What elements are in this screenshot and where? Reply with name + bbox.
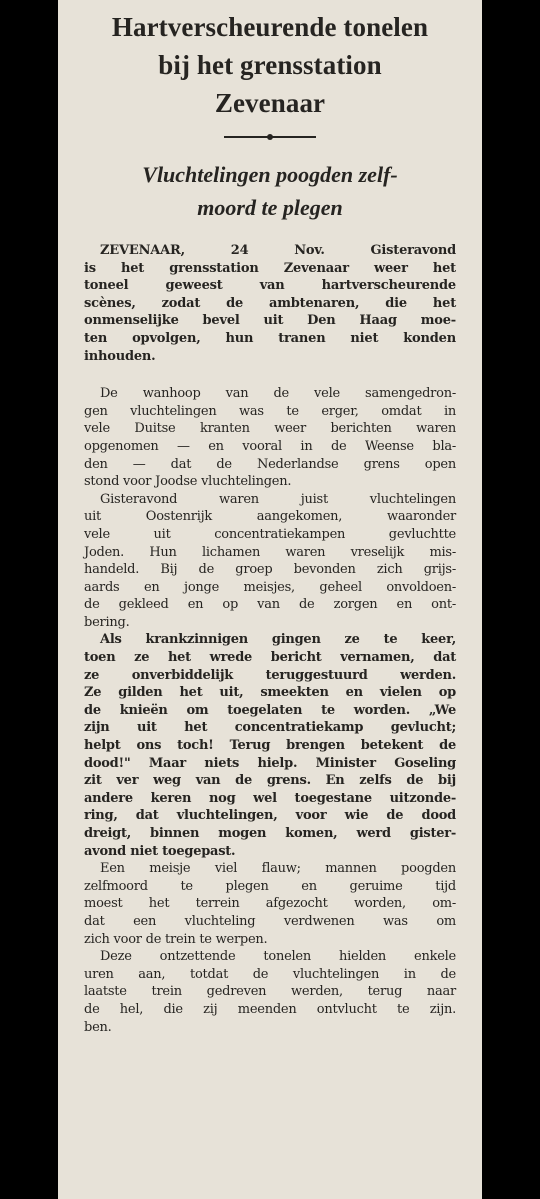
lead-line: is het grensstation Zevenaar weer het (84, 260, 456, 276)
article-line: opgenomen — en vooral in de Weense bla- (84, 438, 456, 454)
article-line: Een meisje viel flauw; mannen poogden (100, 861, 456, 877)
article-paragraph (84, 948, 456, 1036)
subheadline-line: Vluchtelingen poogden zelf- (142, 162, 398, 187)
article-line: De wanhoop van de vele samengedron- (100, 386, 456, 402)
article-line: ben. (84, 1019, 112, 1035)
article-line: Ze gilden het uit, smeekten en vielen op (84, 685, 456, 701)
article-line: vele Duitse kranten weer berichten waren (84, 421, 456, 437)
article-line: Gisteravond waren juist vluchtelingen (100, 491, 456, 507)
headline-line: bij het grensstation (158, 50, 382, 80)
article-line: handeld. Bij de groep bevonden zich grijs- (84, 562, 456, 578)
lead-line: scènes, zodat de ambtenaren, die het (84, 295, 456, 311)
lead-line: ZEVENAAR, 24 Nov. Gisteravond (100, 243, 456, 258)
article-line: de hel, die zij meenden ontvlucht te zijn. (84, 1001, 456, 1017)
article-line: Als krankzinnigen gingen ze te keer, (100, 632, 456, 648)
article-line: Deze ontzettende tonelen hielden enkele (100, 949, 456, 965)
lead-line: onmenselijke bevel uit Den Haag moe- (84, 313, 456, 329)
lead-line: toneel geweest van hartverscheurende (84, 278, 456, 294)
article-line: ze onverbiddelijk teruggestuurd werden. (84, 667, 456, 683)
article-line: gen vluchtelingen was te erger, omdat in (84, 403, 456, 419)
article-line: vele uit concentratiekampen gevluchtte (84, 526, 456, 542)
article-line: zelfmoord te plegen en geruime tijd (84, 878, 456, 894)
article-paragraph (84, 860, 456, 948)
subheadline-line: moord te plegen (197, 195, 343, 220)
article-line: laatste trein gedreven werden, terug naar (84, 984, 456, 1000)
article-line: uren aan, totdat de vluchtelingen in de (84, 966, 456, 982)
article-paragraph (84, 491, 456, 632)
article-line: de knieën om toegelaten te worden. „We (84, 702, 456, 718)
article-line: toen ze het wrede bericht vernamen, dat (84, 650, 456, 666)
article-line: stond voor Joodse vluchtelingen. (84, 474, 292, 490)
article-line: avond niet toegepast. (84, 843, 236, 859)
lead-paragraph (84, 242, 456, 365)
article-paragraph (84, 385, 456, 491)
headline-divider (224, 136, 316, 138)
article-line: zich voor de trein te werpen. (84, 931, 268, 947)
article-line: andere keren nog wel toegestane uitzonde- (84, 790, 456, 806)
article-line: aards en jonge meisjes, geheel onvoldoen- (84, 579, 456, 595)
article-line: ring, dat vluchtelingen, voor wie de dood (84, 808, 456, 824)
article-paragraph (84, 631, 456, 860)
article-line: zit ver weg van de grens. En zelfs de bij (84, 773, 456, 789)
article-line: dreigt, binnen mogen komen, werd gister- (84, 826, 456, 841)
lead-line: ten opvolgen, hun tranen niet konden (84, 330, 456, 346)
divider-ornament (267, 134, 273, 140)
article-line: dat een vluchteling verdwenen was om (84, 913, 456, 929)
article-line: zijn uit het concentratiekamp gevlucht; (84, 720, 456, 736)
headline-line: Hartverscheurende tonelen (111, 12, 429, 42)
newspaper-clipping (58, 0, 482, 1199)
article-line: uit Oostenrijk aangekomen, waaronder (84, 509, 456, 525)
lead-line: inhouden. (84, 348, 156, 364)
headline (58, 8, 482, 122)
article-line: den — dat de Nederlandse grens open (84, 456, 456, 472)
article-body (84, 385, 456, 1036)
article-line: bering. (84, 614, 130, 630)
subheadline (58, 158, 482, 224)
article-line: moest het terrein afgezocht worden, om- (84, 896, 456, 912)
article-line: dood!" Maar niets hielp. Minister Goseling (84, 755, 456, 771)
article-line: helpt ons toch! Terug brengen betekent de (84, 738, 456, 754)
article-line: de gekleed en op van de zorgen en ont- (84, 597, 456, 613)
headline-line: Zevenaar (214, 88, 326, 118)
article-line: Joden. Hun lichamen waren vreselijk mis- (84, 544, 456, 560)
